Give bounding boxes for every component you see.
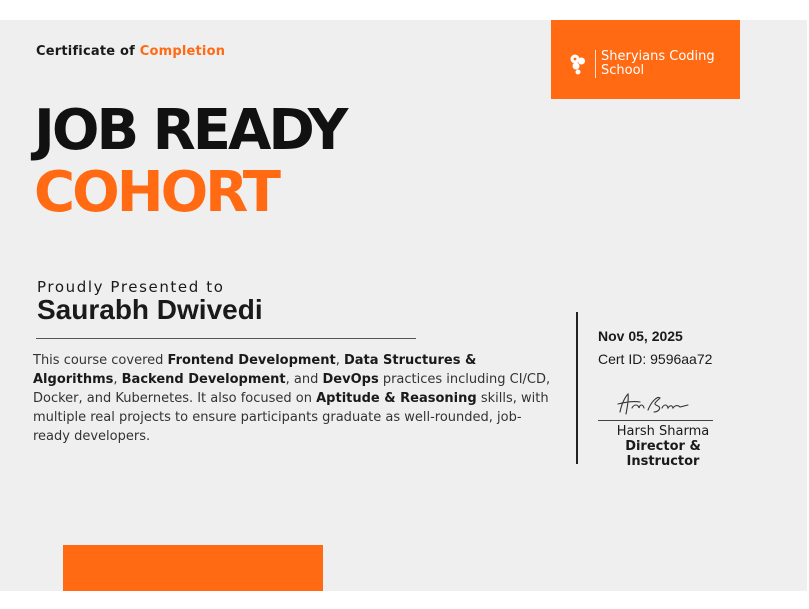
school-name-line2: School [601,63,645,78]
school-name-line1: Sheryians Coding [601,49,715,64]
course-title-line1: JOB READY [34,98,346,163]
eyebrow-prefix: Certificate of [36,44,135,59]
eyebrow-accent: Completion [139,44,226,59]
desc-highlight: DevOps [322,372,379,387]
school-name [601,50,715,78]
course-title-line2: COHORT [34,160,278,225]
certificate-eyebrow [36,44,225,59]
desc-highlight: Backend Development [121,372,286,387]
sheryians-logo-icon [569,53,587,80]
logo-separator [595,50,596,78]
desc-text: This course covered [33,353,168,368]
name-divider [36,338,416,339]
desc-text: , and [285,372,323,387]
desc-highlight: Aptitude & Reasoning [316,391,477,406]
desc-text: , [335,353,344,368]
certificate [0,20,807,591]
recipient-name: Saurabh Dwivedi [37,294,263,325]
vertical-divider [576,312,578,464]
desc-highlight: Frontend Development [167,353,336,368]
signatory-name: Harsh Sharma [616,424,710,439]
desc-text: , [113,372,122,387]
signatory [592,424,734,469]
issue-date: Nov 05, 2025 [598,328,683,344]
presented-label: Proudly Presented to [37,278,225,296]
signatory-role: Director & Instructor [625,439,701,469]
desc-highlight: Data Structures & Algorithms [33,353,477,387]
school-logo-block [551,20,740,99]
course-description [33,351,558,446]
course-title [34,100,345,224]
certificate-id: Cert ID: 9596aa72 [598,351,713,367]
desc-text: skills, with multiple real projects to ensure participants graduate as well-rounded, job-ready developers. [33,391,549,444]
desc-text: practices including CI/CD, Docker, and Kubernetes. It also focused on [33,372,551,406]
signature-line [598,420,713,421]
bottom-accent-block [63,545,323,591]
